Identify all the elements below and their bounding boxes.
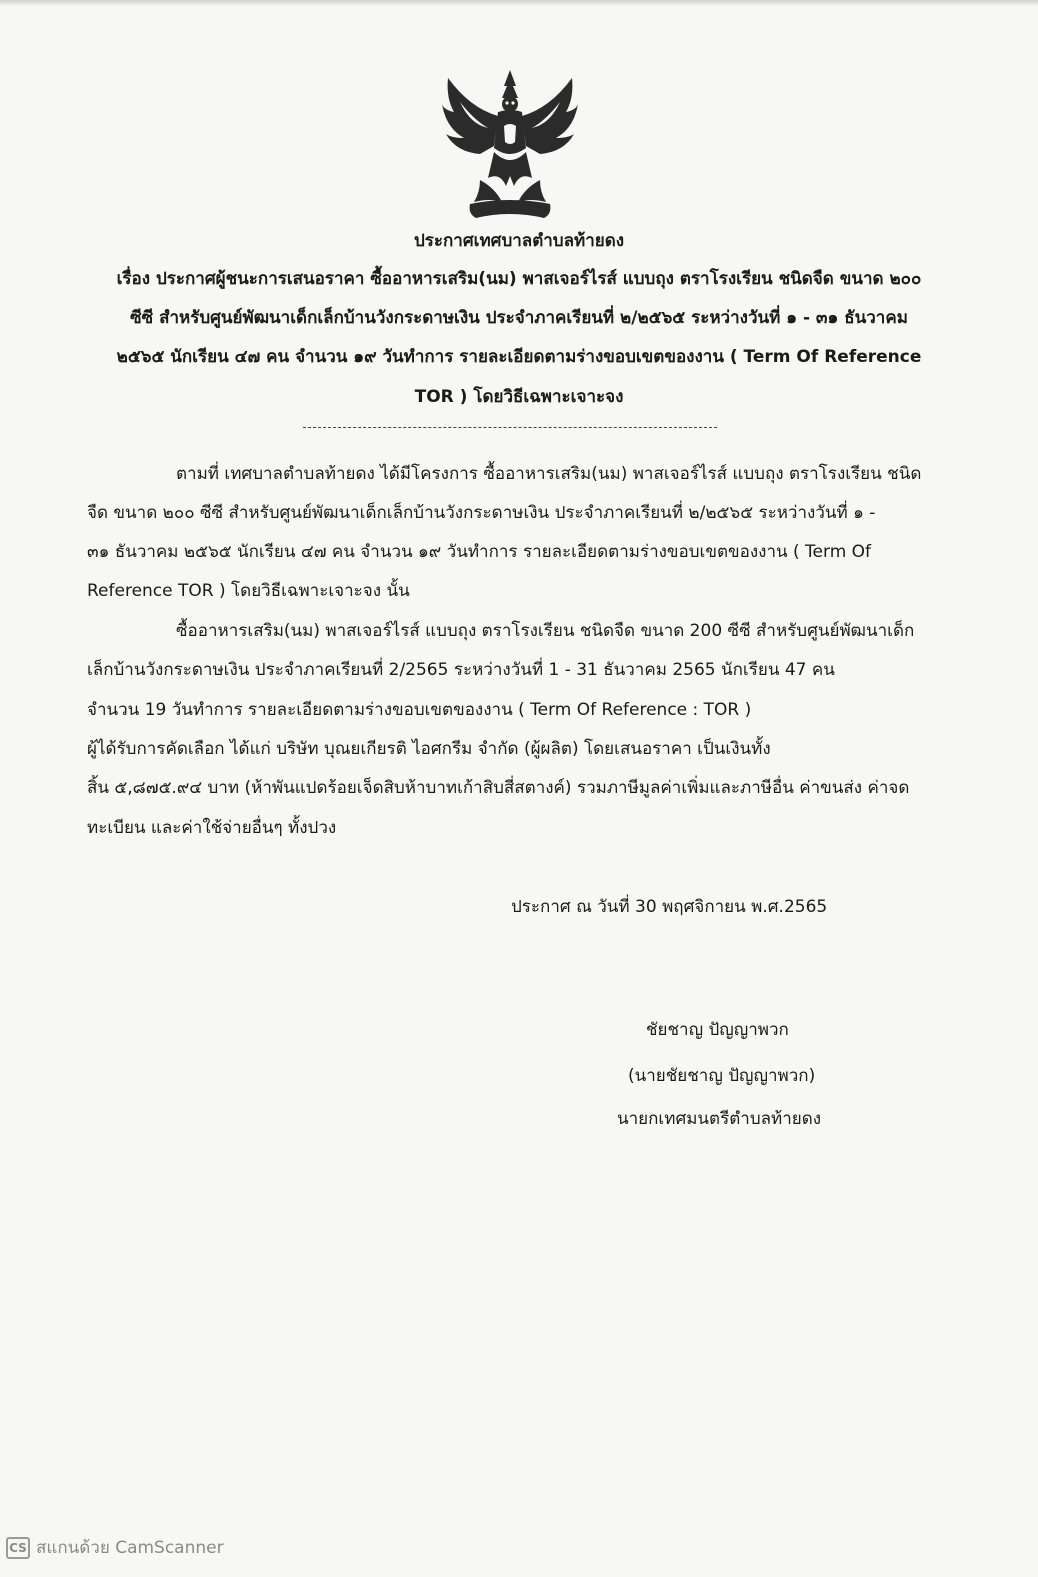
signatory-name: (นายชัยชาญ ปัญญาพวก) — [628, 1066, 816, 1086]
signature: ชัยชาญ ปัญญาพวก — [646, 1020, 789, 1040]
paragraph2-line-1: ซื้ออาหารเสริม(นม) พาสเจอร์ไรส์ แบบถุง ตราโรงเรียน ชนิดจืด ขนาด 200 ซีซี สำหรับศูนย์พัฒนาเด็ก — [176, 621, 915, 641]
paragraph1-line-3: ๓๑ ธันวาคม ๒๕๖๕ นักเรียน ๔๗ คน จำนวน ๑๙ วันทำการ รายละเอียดตามร่างขอบเขตของงาน ( Term Of — [87, 542, 872, 562]
paragraph2-line-2: เล็กบ้านวังกระดาษเงิน ประจำภาคเรียนที่ 2/2565 ระหว่างวันที่ 1 - 31 ธันวาคม 2565 นักเรียน 47 คน — [87, 660, 835, 680]
paragraph2-line-3: จำนวน 19 วันทำการ รายละเอียดตามร่างขอบเขตของงาน ( Term Of Reference : TOR ) — [87, 700, 752, 720]
subject-line-2: ซีซี สำหรับศูนย์พัฒนาเด็กเล็กบ้านวังกระดาษเงิน ประจำภาคเรียนที่ ๒/๒๕๖๕ ระหว่างวันที่ ๑ - ๓๑ ธันวาคม — [130, 308, 908, 328]
paragraph1-line-1: ตามที่ เทศบาลตำบลท้ายดง ได้มีโครงการ ซื้ออาหารเสริม(นม) พาสเจอร์ไรส์ แบบถุง ตราโรงเรียน ชนิด — [176, 464, 922, 484]
paragraph1-line-4: Reference TOR ) โดยวิธีเฉพาะเจาะจง นั้น — [87, 581, 410, 601]
camscanner-label: สแกนด้วย CamScanner — [36, 1538, 224, 1558]
paragraph1-line-2: จืด ขนาด ๒๐๐ ซีซี สำหรับศูนย์พัฒนาเด็กเล็กบ้านวังกระดาษเงิน ประจำภาคเรียนที่ ๒/๒๕๖๕ ระหว่างวันที่ ๑ - — [87, 503, 876, 523]
paragraph2-line-6: ทะเบียน และค่าใช้จ่ายอื่นๆ ทั้งปวง — [87, 818, 337, 838]
scan-edge — [0, 0, 1038, 6]
camscanner-logo-icon: CS — [6, 1537, 30, 1559]
announce-date: ประกาศ ณ วันที่ 30 พฤศจิกายน พ.ศ.2565 — [511, 897, 828, 917]
signatory-position: นายกเทศมนตรีตำบลท้ายดง — [617, 1109, 822, 1129]
paragraph2-line-5: สิ้น ๕,๘๗๕.๙๔ บาท (ห้าพันแปดร้อยเจ็ดสิบห้าบาทเก้าสิบสี่สตางค์) รวมภาษีมูลค่าเพิ่มและภาษีอื่น ค่าขนส่ง ค่าจด — [87, 778, 910, 798]
subject-line-4: TOR ) โดยวิธีเฉพาะเจาะจง — [414, 387, 624, 407]
announcement-title: ประกาศเทศบาลตำบลท้ายดง — [413, 231, 625, 251]
subject-line-3: ๒๕๖๕ นักเรียน ๔๗ คน จำนวน ๑๙ วันทำการ รายละเอียดตามร่างขอบเขตของงาน ( Term Of Reference — [116, 347, 922, 367]
subject-line-1: เรื่อง ประกาศผู้ชนะการเสนอราคา ซื้ออาหารเสริม(นม) พาสเจอร์ไรส์ แบบถุง ตราโรงเรียน ชนิดจืด ขนาด ๒๐๐ — [116, 269, 922, 289]
garuda-emblem-icon — [440, 68, 580, 220]
paragraph2-line-4: ผู้ได้รับการคัดเลือก ได้แก่ บริษัท บุณยเกียรติ ไอศกรีม จำกัด (ผู้ผลิต) โดยเสนอราคา เป็นเงินทั้ง — [87, 739, 771, 759]
divider — [303, 427, 717, 428]
camscanner-watermark — [6, 1534, 224, 1561]
